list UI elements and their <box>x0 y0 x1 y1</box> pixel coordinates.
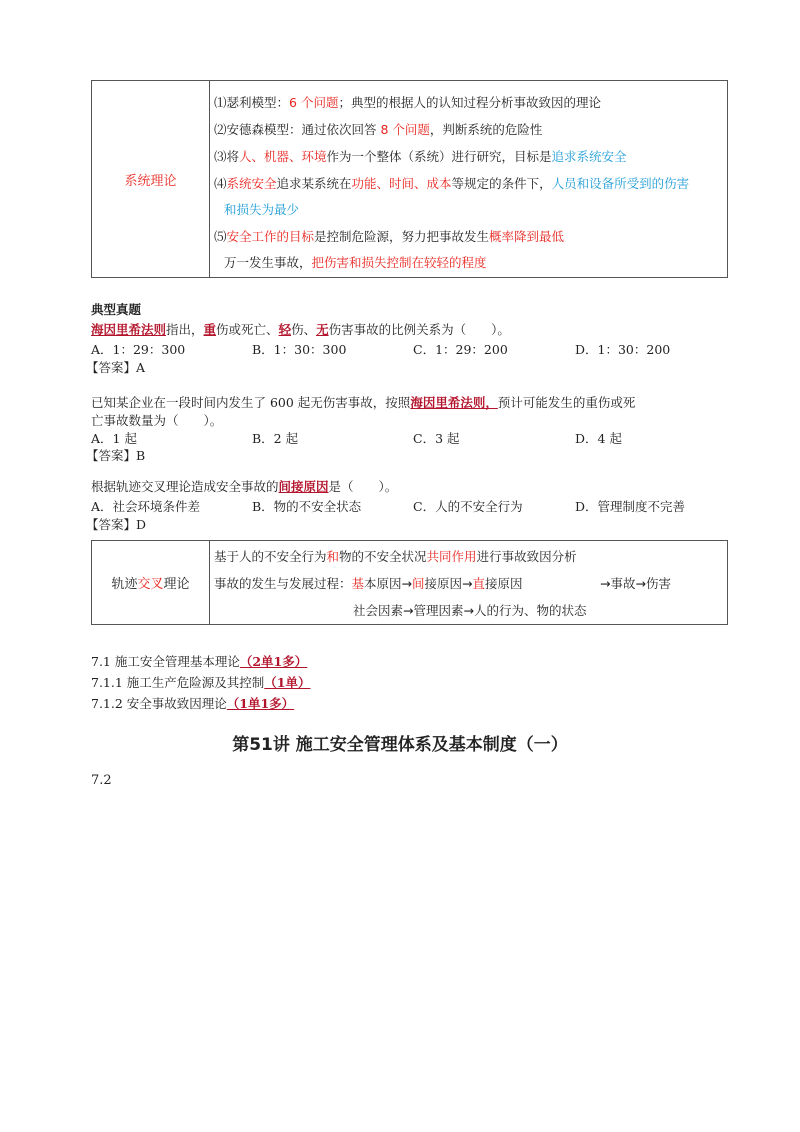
q2-option-d: D．4 起 <box>575 431 622 446</box>
highlight-blue: 人员和设备所受到的伤害 <box>551 176 690 191</box>
section-number: 7.2 <box>91 773 112 788</box>
text: 已知某企业在一段时间内发生了 600 起无伤害事故，按照 <box>91 395 411 410</box>
table-label-trajectory-cross <box>92 541 210 625</box>
table-line-5b <box>224 253 487 271</box>
highlight: 人、机器、环境 <box>239 149 327 164</box>
highlight: 功能、时间、成本 <box>351 176 452 191</box>
text: 万一发生事故， <box>224 255 312 270</box>
text: 理论 <box>163 577 190 592</box>
q1-option-d: D．1：30：200 <box>575 342 671 357</box>
text: 7.1 施工安全管理基本理论 <box>91 654 240 669</box>
text: ⑷ <box>214 176 227 191</box>
q2-answer: 【答案】B <box>86 448 146 463</box>
text: 预计可能发生的重伤或死 <box>497 395 636 410</box>
q1-option-a: A．1：29：300 <box>91 342 186 357</box>
text: 根据轨迹交叉理论造成安全事故的 <box>91 479 279 494</box>
table-content <box>210 81 728 278</box>
text: 作为一个整体（系统）进行研究，目标是 <box>326 149 552 164</box>
section-title: 典型真题 <box>91 302 142 317</box>
toc-item-7-1-2 <box>91 694 294 712</box>
highlight: 基 <box>351 576 365 591</box>
q3-answer: 【答案】D <box>86 517 147 532</box>
question-2 <box>91 393 635 411</box>
highlight: 间 <box>412 576 425 591</box>
question-1 <box>91 320 510 338</box>
toc-item-7-1-1 <box>91 673 310 691</box>
table-line-5 <box>214 227 564 245</box>
keyword: 无 <box>316 322 329 337</box>
text: 伤害事故的比例关系为（ ）。 <box>328 322 510 337</box>
highlight: 系统安全 <box>226 176 277 191</box>
text: 接原因 <box>485 576 523 591</box>
highlight: 8 个问题 <box>380 122 430 137</box>
text: 进行事故致因分析 <box>476 549 577 564</box>
highlight-blue: 追求系统安全 <box>551 149 627 164</box>
q2-option-a: A．1 起 <box>91 431 137 446</box>
q3-option-c: C．人的不安全行为 <box>413 499 523 514</box>
table-content <box>210 541 728 625</box>
text: 指出， <box>166 322 204 337</box>
table-line-3: 社会因素→管理因素→人的行为、物的状态 <box>353 603 587 618</box>
text: 7.1.2 安全事故致因理论 <box>91 696 227 711</box>
text: 基于人的不安全行为 <box>214 549 327 564</box>
q3-option-b: B．物的不安全状态 <box>252 499 362 514</box>
toc-item-7-1 <box>91 652 307 670</box>
text: ⑶将 <box>214 149 240 164</box>
keyword: 重 <box>203 322 217 337</box>
text: ⑴瑟利模型： <box>214 95 290 110</box>
keyword: 海因里希法则， <box>410 395 498 410</box>
highlight: 概率降到最低 <box>489 229 565 244</box>
tag: （2单1多） <box>239 654 308 669</box>
text: 7.1.1 施工生产危险源及其控制 <box>91 675 265 690</box>
lecture-heading: 第51讲 施工安全管理体系及基本制度（一） <box>232 735 568 755</box>
text: ⑵安德森模型：通过依次回答 <box>214 122 381 137</box>
highlight: 把伤害和损失控制在较轻的程度 <box>311 255 487 270</box>
text: 轨迹 <box>111 577 138 592</box>
table-line-4b: 和损失为最少 <box>224 202 300 217</box>
table-line-1 <box>214 547 577 565</box>
highlight: 安全工作的目标 <box>226 229 315 244</box>
keyword: 轻 <box>278 322 292 337</box>
text: 接原因→ <box>424 576 473 591</box>
highlight: 6 个问题 <box>289 95 339 110</box>
table-line-2 <box>214 120 542 138</box>
system-theory-table <box>91 80 728 278</box>
text: 是（ ）。 <box>328 479 398 494</box>
text: 追求某系统在 <box>276 176 352 191</box>
table-label-system-theory: 系统理论 <box>92 81 210 278</box>
text: ，判断系统的危险性 <box>429 122 543 137</box>
text: 伤、 <box>291 322 317 337</box>
text: 物的不安全状况 <box>339 549 427 564</box>
highlight: 交叉 <box>137 577 164 592</box>
keyword: 间接原因 <box>278 479 329 494</box>
question-2-line-2: 亡事故数量为（ ）。 <box>91 413 223 428</box>
q1-option-c: C．1：29：200 <box>413 342 508 357</box>
table-line-2-tail: →事故→伤害 <box>600 576 671 591</box>
text: 事故的发生与发展过程： <box>214 576 352 591</box>
table-line-1 <box>214 93 601 111</box>
text: ；典型的根据人的认知过程分析事故致因的理论 <box>338 95 601 110</box>
table-line-2 <box>214 574 523 592</box>
question-3 <box>91 477 397 495</box>
q3-option-d: D．管理制度不完善 <box>575 499 686 514</box>
q2-option-c: C．3 起 <box>413 431 460 446</box>
text: 本原因→ <box>364 576 413 591</box>
text: ⑸ <box>214 229 227 244</box>
table-line-3 <box>214 147 627 165</box>
q1-answer: 【答案】A <box>86 360 146 375</box>
highlight: 共同作用 <box>426 549 477 564</box>
q2-option-b: B．2 起 <box>252 431 299 446</box>
q1-option-b: B．1：30：300 <box>252 342 347 357</box>
keyword: 海因里希法则 <box>91 322 167 337</box>
tag: （1单） <box>264 675 311 690</box>
text: 是控制危险源，努力把事故发生 <box>314 229 490 244</box>
tag: （1单1多） <box>226 696 295 711</box>
text: 伤或死亡、 <box>216 322 279 337</box>
text: 等规定的条件下， <box>451 176 552 191</box>
trajectory-cross-table <box>91 540 728 625</box>
highlight: 和 <box>326 549 340 564</box>
highlight: 直 <box>472 576 486 591</box>
table-line-4 <box>214 174 689 192</box>
q3-option-a: A．社会环境条件差 <box>91 499 201 514</box>
